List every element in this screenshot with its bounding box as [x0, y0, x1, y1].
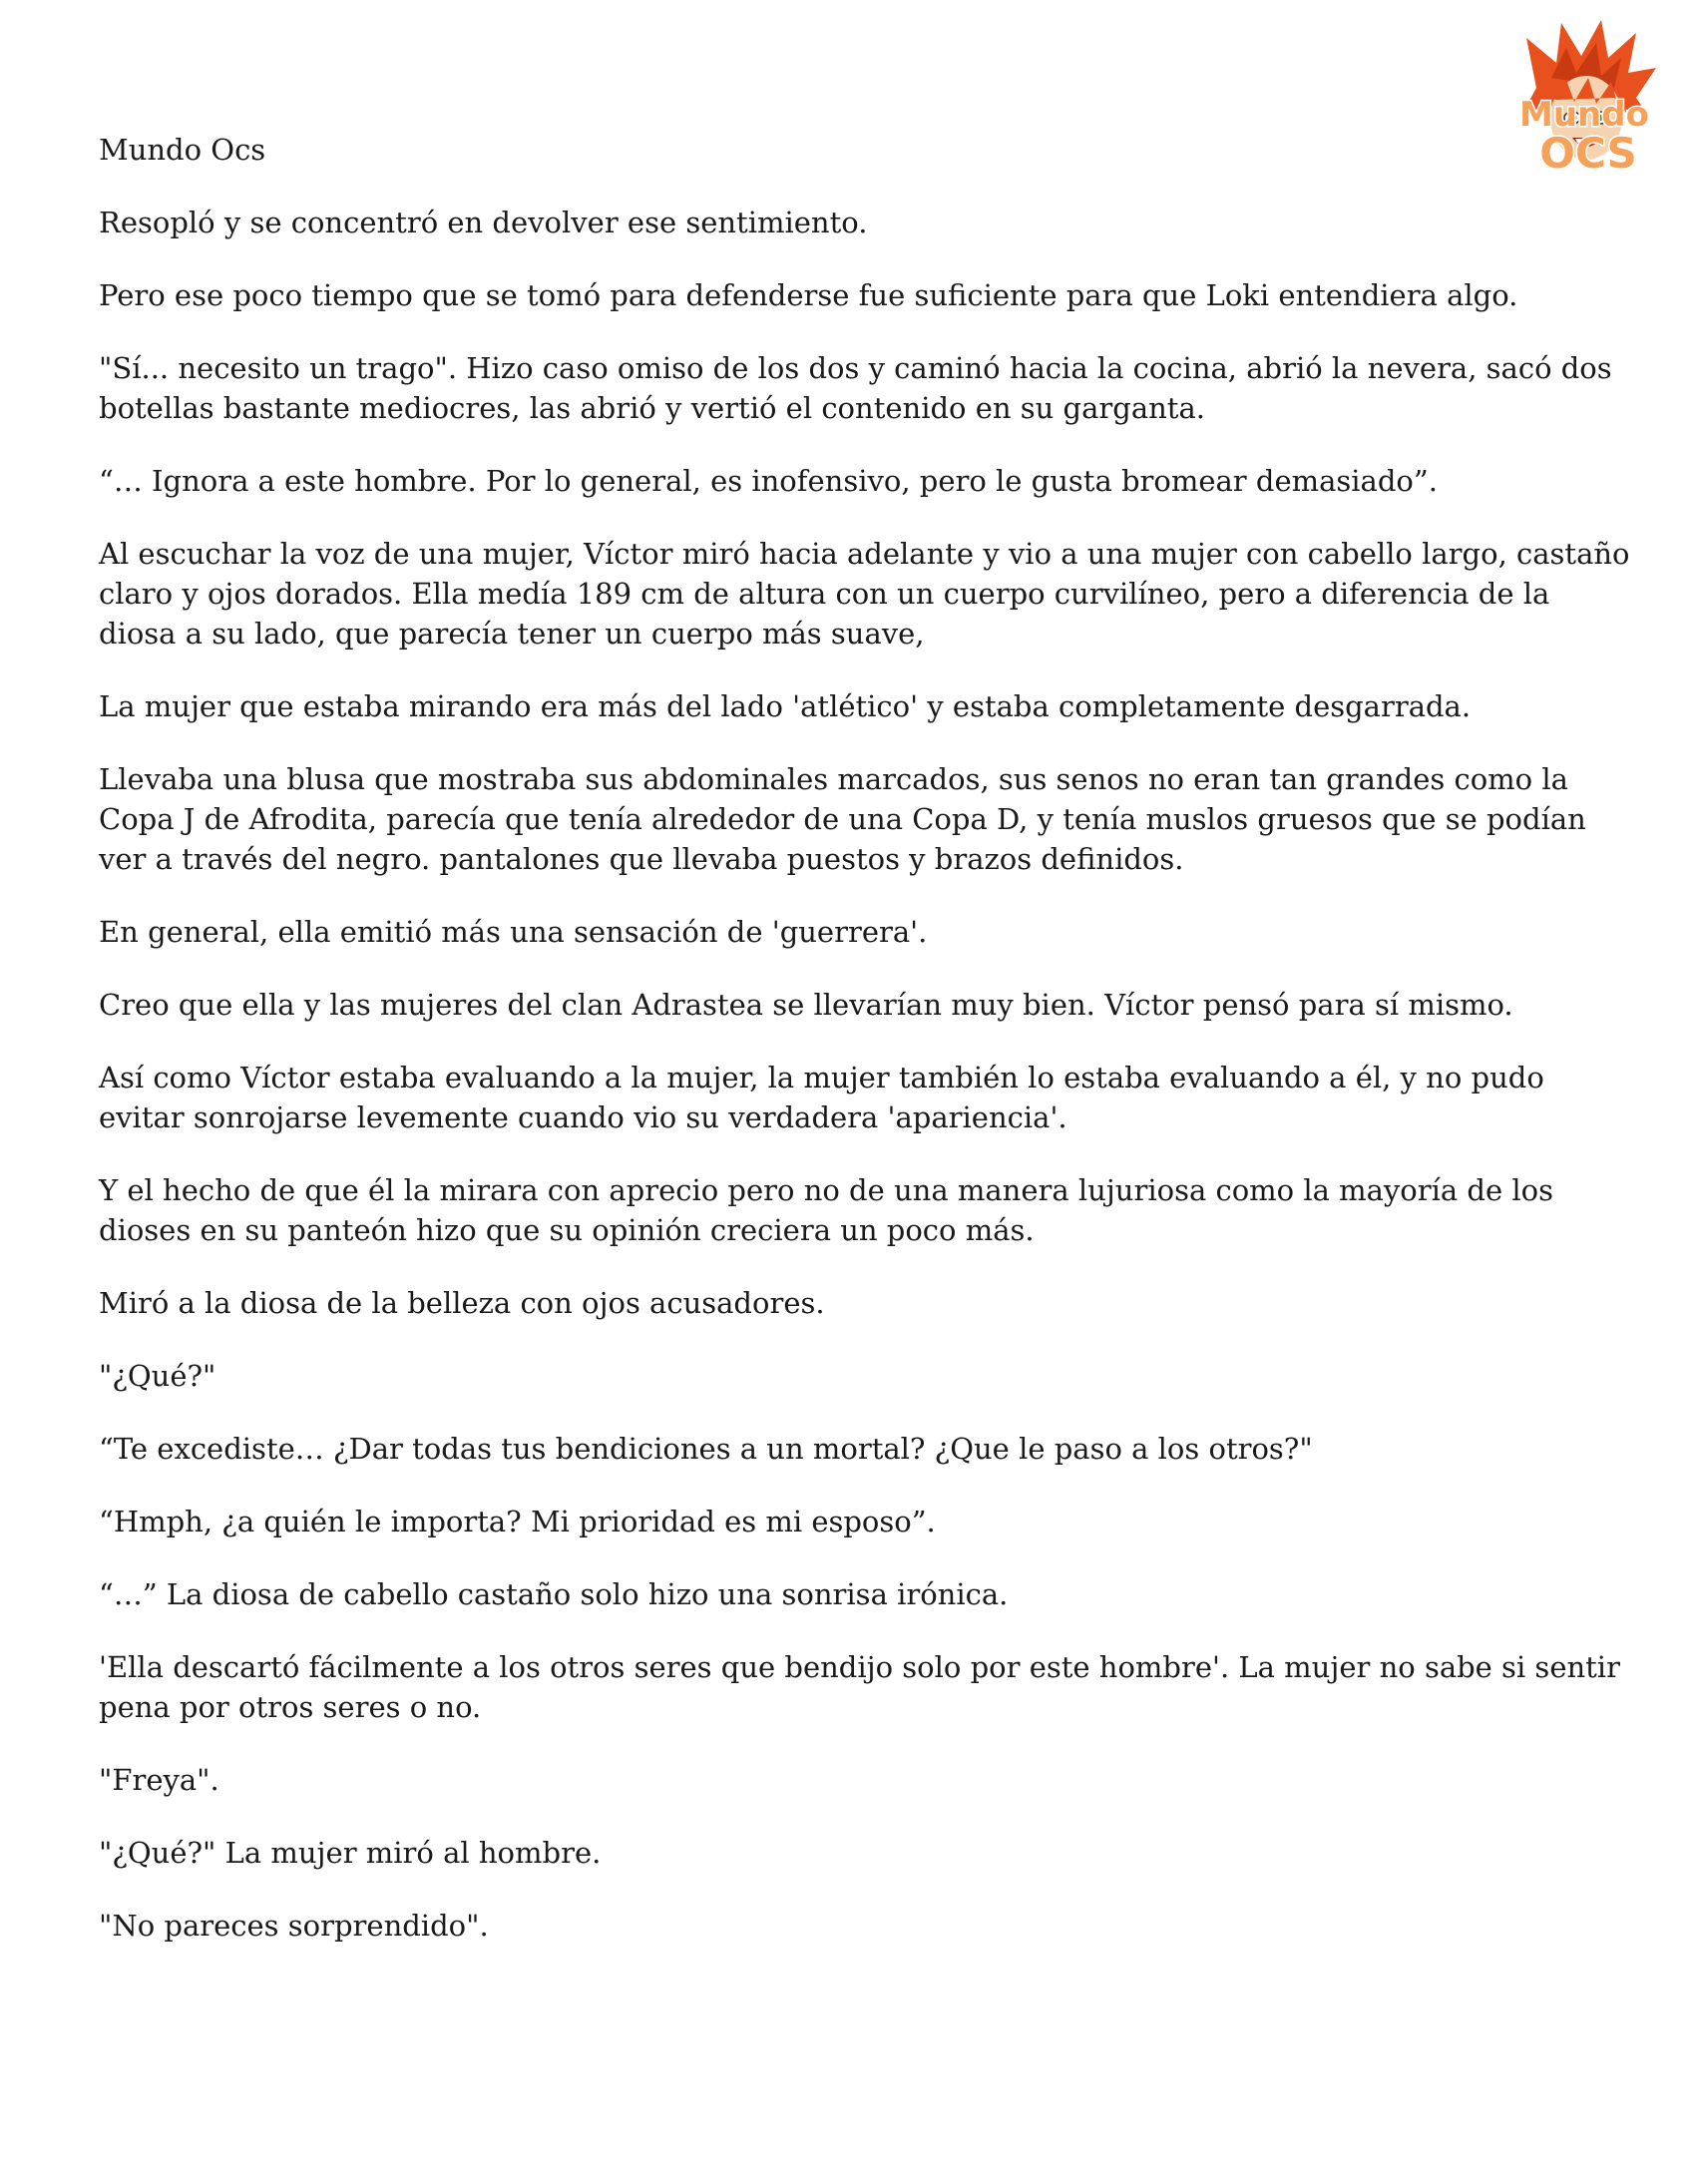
- paragraph: Resopló y se concentró en devolver ese sentimiento.: [99, 206, 868, 239]
- paragraph: Creo que ella y las mujeres del clan Adrastea se llevarían muy bien. Víctor pensó para sí mismo.: [99, 988, 1513, 1022]
- logo-text-line2: OCS: [1539, 129, 1637, 178]
- logo-text-line1: Mundo: [1519, 95, 1649, 135]
- paragraph: Así como Víctor estaba evaluando a la mujer, la mujer también lo estaba evaluando a él, y no pudo evitar sonrojarse levemente cuando vio su verdadera 'apariencia'.: [99, 1061, 1544, 1134]
- paragraph: 'Ella descartó fácilmente a los otros seres que bendijo solo por este hombre'. La mujer no sabe si sentir pena por otros seres o no.: [99, 1650, 1620, 1724]
- paragraph: “… Ignora a este hombre. Por lo general, es inofensivo, pero le gusta bromear demasiado”.: [99, 464, 1438, 498]
- paragraph: "Freya".: [99, 1763, 219, 1797]
- paragraph: "¿Qué?": [99, 1359, 216, 1393]
- paragraph: "¿Qué?" La mujer miró al hombre.: [99, 1836, 602, 1870]
- paragraph: La mujer que estaba mirando era más del lado 'atlético' y estaba completamente desgarrada.: [99, 689, 1472, 723]
- paragraph: Llevaba una blusa que mostraba sus abdominales marcados, sus senos no eran tan grandes como la Copa J de Afrodita, parecía que tenía alrededor de una Copa D, y tenía muslos gruesos que se podían ver a través del negro. pantalones que llevaba puestos y brazos definidos.: [99, 762, 1586, 876]
- paragraph: "Sí... necesito un trago". Hizo caso omiso de los dos y caminó hacia la cocina, abrió la nevera, sacó dos botellas bastante mediocres, las abrió y vertió el contenido en su garganta.: [99, 351, 1612, 425]
- document-body: [99, 130, 1635, 1978]
- paragraph: Pero ese poco tiempo que se tomó para defenderse fue suficiente para que Loki entendiera algo.: [99, 278, 1518, 312]
- paragraph: “…” La diosa de cabello castaño solo hizo una sonrisa irónica.: [99, 1577, 1009, 1611]
- paragraph: Miró a la diosa de la belleza con ojos acusadores.: [99, 1286, 825, 1320]
- paragraph: Y el hecho de que él la mirara con aprecio pero no de una manera lujuriosa como la mayoría de los dioses en su panteón hizo que su opinión creciera un poco más.: [99, 1173, 1553, 1247]
- paragraph: Al escuchar la voz de una mujer, Víctor miró hacia adelante y vio a una mujer con cabello largo, castaño claro y ojos dorados. Ella medía 189 cm de altura con un cuerpo curvilíneo, pero a diferencia de la diosa a su lado, que parecía tener un cuerpo más suave,: [99, 537, 1630, 651]
- paragraph: "No pareces sorprendido".: [99, 1909, 489, 1943]
- paragraph: “Hmph, ¿a quién le importa? Mi prioridad es mi esposo”.: [99, 1505, 936, 1538]
- paragraph: En general, ella emitió más una sensación de 'guerrera'.: [99, 915, 928, 949]
- site-title: Mundo Ocs: [99, 133, 266, 167]
- paragraph: “Te excediste… ¿Dar todas tus bendiciones a un mortal? ¿Que le paso a los otros?": [99, 1432, 1313, 1466]
